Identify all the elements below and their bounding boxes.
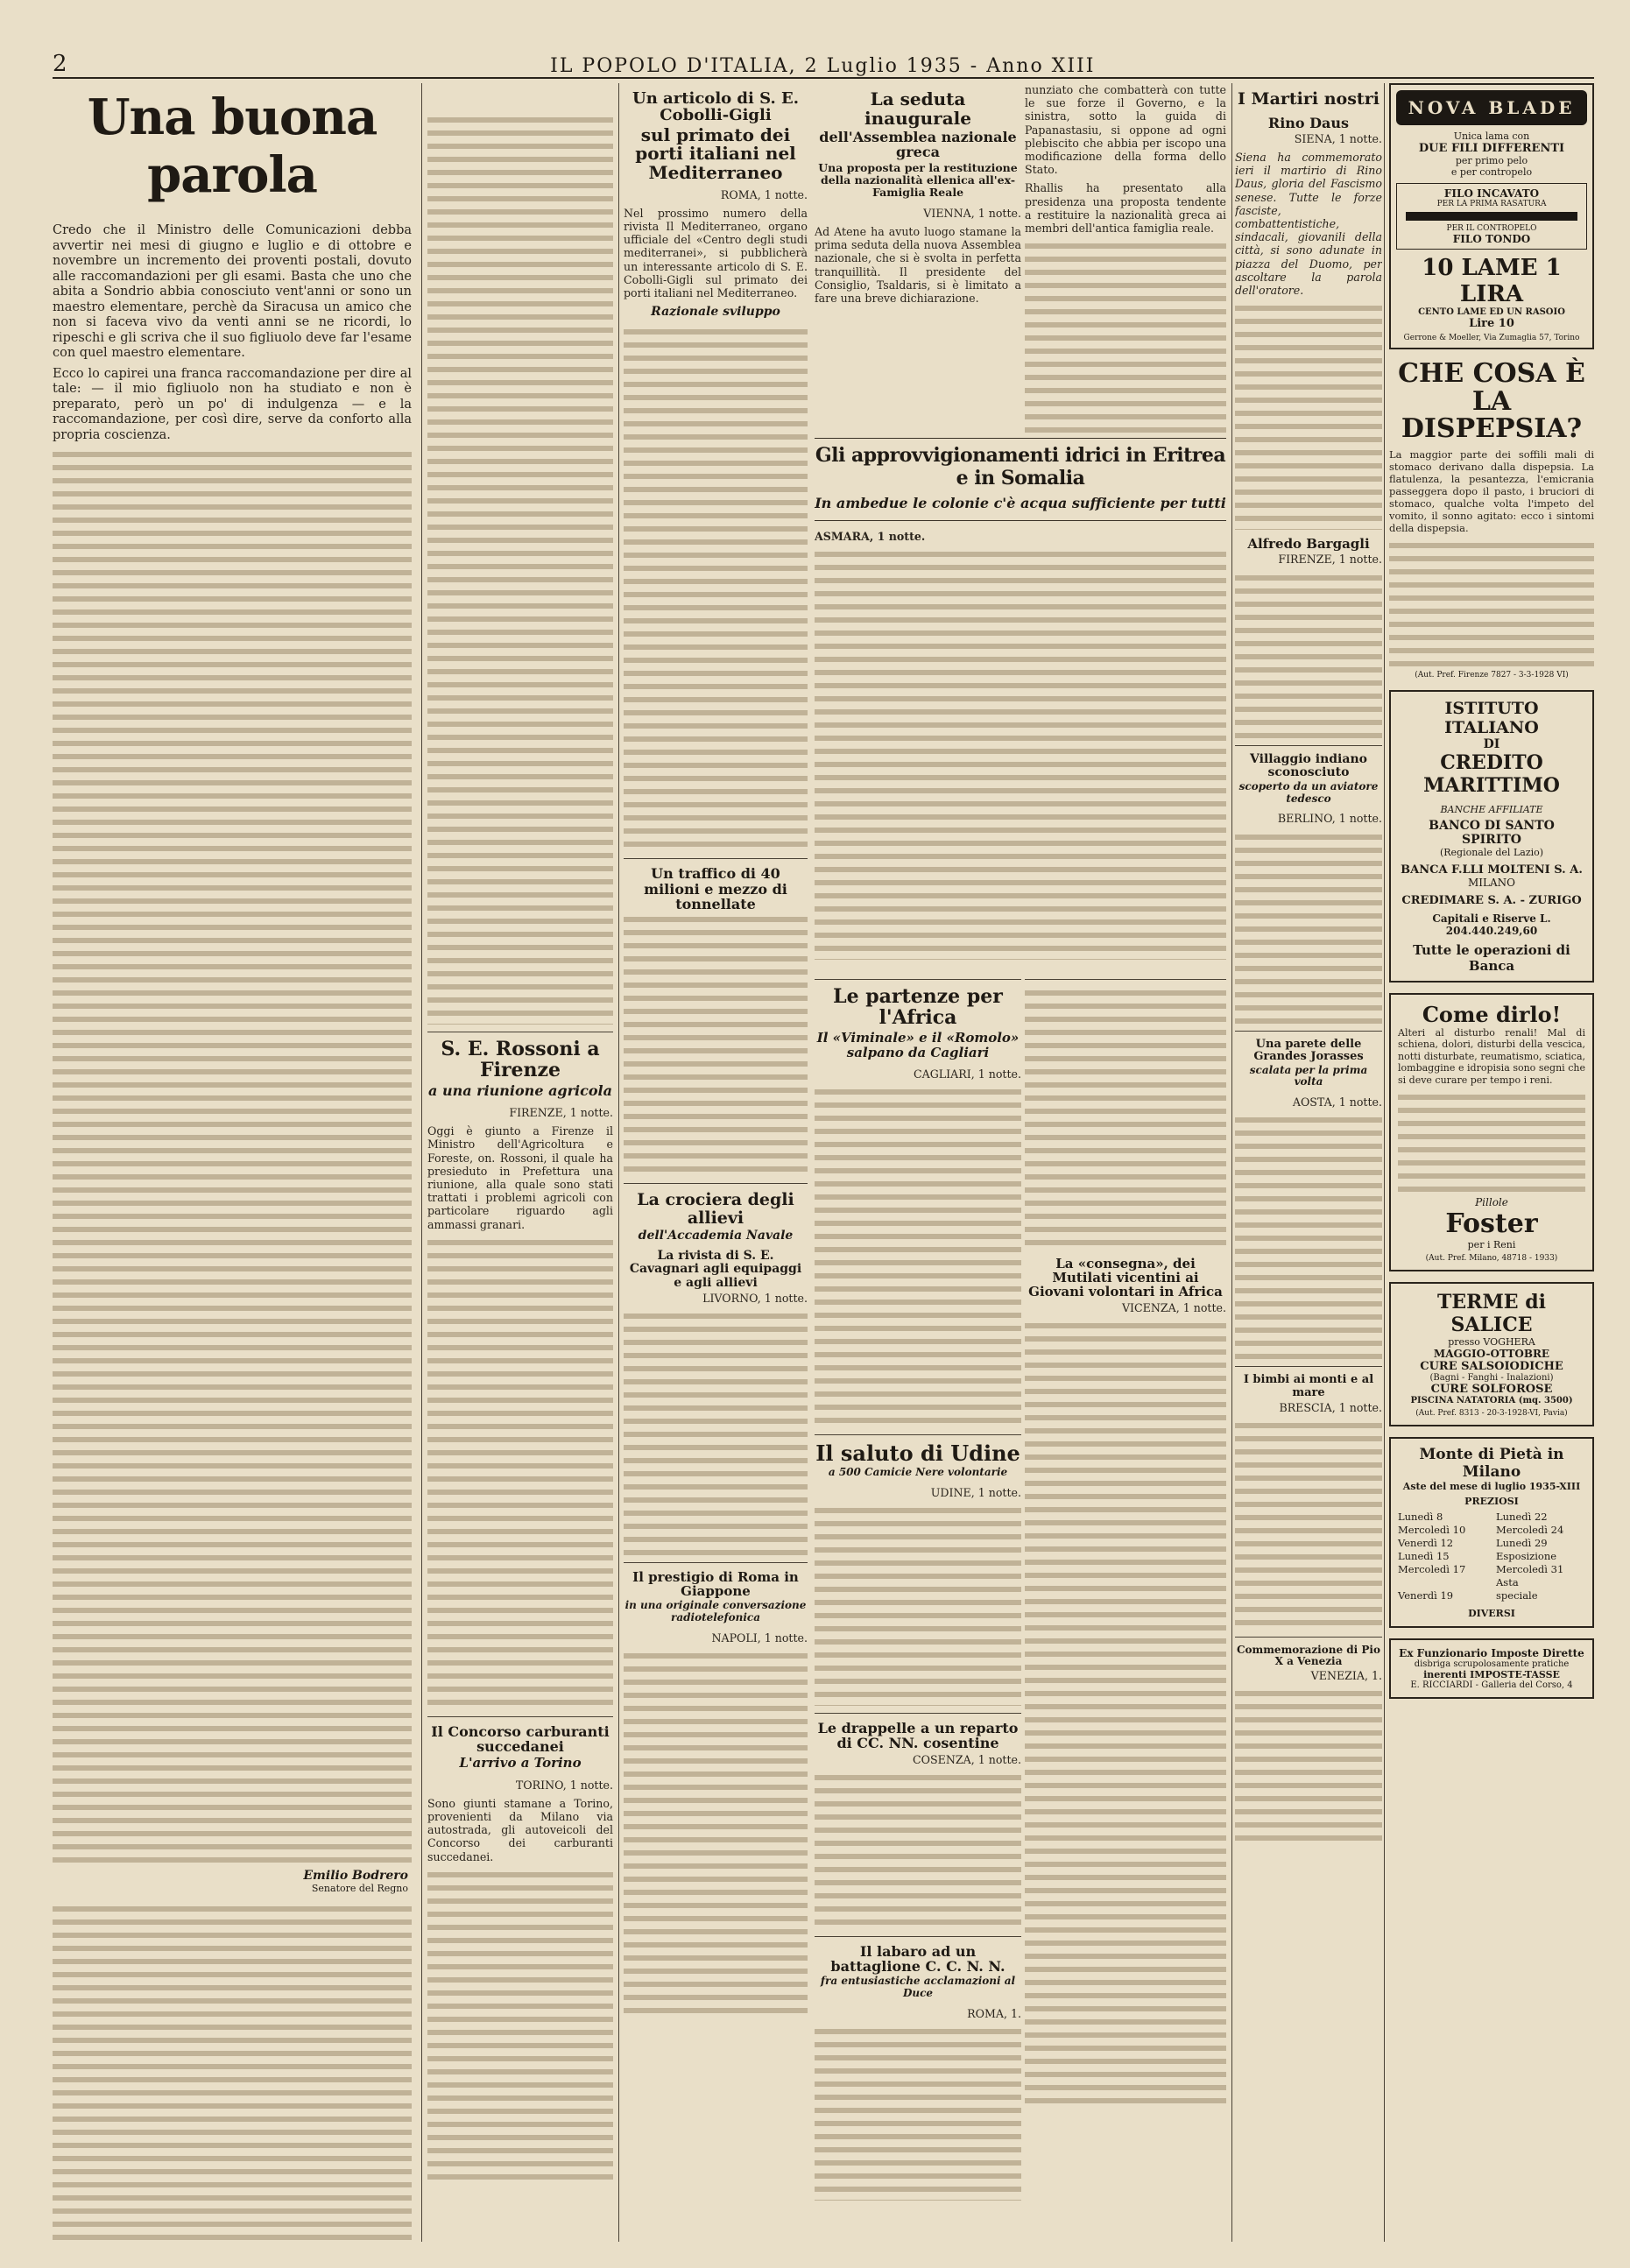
ad-line: BANCA F.LLI MOLTENI S. A. — [1401, 863, 1583, 877]
ad-line: presso VOGHERA — [1448, 1336, 1535, 1348]
ad-foster — [1389, 993, 1594, 1272]
auction-dates — [1398, 1511, 1585, 1602]
article-continuation — [1025, 1320, 1226, 2108]
ad-line: E. RICCIARDI - Galleria del Corso, 4 — [1410, 1680, 1573, 1690]
article-subtitle: fra entusiastiche acclamazioni al Duce — [820, 1975, 1016, 2000]
page-number: 2 — [53, 51, 69, 77]
column-greek-assembly — [815, 83, 1021, 433]
article-title: Il labaro ad un battaglione C. C. N. N. — [830, 1942, 1006, 1976]
auction-date: Venerdì 19 — [1398, 1589, 1454, 1602]
divider — [1235, 1637, 1382, 1638]
ad-line: FILO INCAVATO — [1443, 187, 1540, 200]
article-title: Alfredo Bargagli — [1247, 536, 1370, 553]
article-subtitle: in una originale conversazione radiotelefonica — [624, 1599, 807, 1624]
auction-date: Lunedì 29 — [1496, 1537, 1548, 1549]
ad-title: Monte di Pietà in Milano — [1419, 1446, 1564, 1481]
article-subtitle: dell'Assemblea nazionale greca — [819, 129, 1017, 161]
column-martiri — [1235, 83, 1382, 2242]
ad-title: DI — [1483, 736, 1500, 751]
ad-terme-salice — [1389, 1282, 1594, 1426]
article-continuation — [815, 1504, 1021, 1706]
article-dateline: VIENNA, 1 notte. — [923, 206, 1021, 220]
ad-title: TERME di SALICE — [1437, 1291, 1546, 1336]
divider — [815, 1713, 1021, 1714]
ad-dispepsia — [1389, 360, 1594, 680]
ad-line: Gerrone & Moeller, Via Zumaglia 57, Torino — [1403, 334, 1580, 342]
ad-text: Alteri al disturbo renali! Mal di schiena, dolori, disturbi della vescica, notti disturbate, reumatismo, sciatica, lombaggine e idropisia sono segni che si deve curare per tempo i reni. — [1398, 1026, 1585, 1086]
article-continuation — [1235, 1114, 1382, 1359]
ad-line: Unica lama con — [1453, 130, 1530, 142]
article-title: Il saluto di Udine — [815, 1440, 1020, 1467]
article-continuation — [815, 548, 1226, 960]
column-rule — [421, 83, 422, 2242]
nova-blade-logo: NOVA BLADE — [1396, 90, 1587, 125]
article-title: Le partenze per l'Africa — [833, 985, 1003, 1029]
article-title: Un traffico di 40 milioni e mezzo di tonnellate — [644, 865, 787, 912]
article-continuation — [624, 1310, 808, 1555]
ad-line: DUE FILI DIFFERENTI — [1418, 142, 1565, 155]
auction-date: speciale — [1496, 1589, 1538, 1602]
article-title: La crociera degli allievi — [637, 1190, 794, 1228]
water-supply-body — [815, 530, 1226, 968]
article-continuation — [624, 913, 808, 1176]
auction-date: Mercoledì 31 Asta — [1496, 1563, 1564, 1588]
article-continuation — [815, 1771, 1021, 1929]
article-title: Commemorazione di Pio X a Venezia — [1236, 1643, 1380, 1667]
auction-date: Mercoledì 17 — [1398, 1563, 1466, 1575]
column-cobolli-gigli — [624, 83, 808, 2242]
article-title: S. E. Rossoni a Firenze — [441, 1038, 600, 1081]
article-title: Il Concorso carburanti succedanei — [431, 1722, 610, 1755]
article-dateline: VENEZIA, 1. — [1310, 1668, 1382, 1682]
article-text: Oggi è giunto a Firenze il Ministro dell'Agricoltura e Foreste, on. Rossoni, il quale ha presieduto in Prefettura una riunione, alla quale sono stati trattati i problemi agricoli con particolare riguardo agli ammassi granari. — [427, 1124, 613, 1231]
banner-subtitle: In ambedue le colonie c'è acqua sufficiente per tutti — [815, 495, 1226, 511]
ad-line: DIVERSI — [1468, 1608, 1515, 1619]
article-continuation — [624, 1650, 808, 2018]
auction-date: Lunedì 22 — [1496, 1511, 1548, 1523]
divider — [624, 1183, 808, 1184]
divider — [815, 979, 1021, 980]
ad-line: (Bagni - Fanghi - Inalazioni) — [1429, 1373, 1554, 1383]
column-rossoni — [427, 114, 613, 2242]
article-continuation — [624, 326, 808, 851]
column-ads — [1389, 83, 1594, 2242]
ad-title: Come dirlo! — [1422, 1001, 1562, 1027]
blade-shape — [1406, 212, 1577, 221]
article-text: nunziato che combatterà con tutte le sue forze il Governo, e la sinistra, sotto la guida di Papanastasiu, si oppone ad ogni plebiscito che abbia per iscopo una modificazione della forma dello Stato. — [1025, 83, 1226, 177]
ad-monte-pieta — [1389, 1437, 1594, 1628]
ad-brand: Foster — [1445, 1208, 1538, 1239]
ad-line: PER LA PRIMA RASATURA — [1436, 200, 1547, 208]
ad-line: Lire 10 — [1469, 317, 1514, 330]
article-subtitle: scalata per la prima volta — [1249, 1063, 1368, 1088]
ad-line: CURE SOLFOROSE — [1430, 1383, 1553, 1396]
ad-title: CREDITO MARITTIMO — [1423, 750, 1560, 797]
article-deck: Una proposta per la restituzione della nazionalità ellenica all'ex-Famiglia Reale — [818, 160, 1018, 200]
article-subtitle: dell'Accademia Navale — [638, 1229, 794, 1243]
ad-line: Pillole — [1475, 1196, 1508, 1208]
article-subtitle: a una riunione agricola — [428, 1081, 612, 1099]
article-subtitle: a 500 Camicie Nere volontarie — [828, 1466, 1008, 1479]
ad-line: BANCO DI SANTO SPIRITO — [1429, 818, 1555, 847]
masthead-line: IL POPOLO D'ITALIA, 2 Luglio 1935 - Anno XIII — [550, 55, 1096, 77]
ad-line: CURE SALSOIODICHE — [1420, 1360, 1563, 1373]
article-continuation — [427, 1869, 613, 2184]
page-masthead — [53, 46, 1594, 79]
editorial-continuation — [53, 448, 412, 1867]
article-title: La «consegna», dei Mutilati vicentini ai Giovani volontari in Africa — [1028, 1256, 1223, 1300]
article-subtitle: Rino Daus — [1267, 114, 1350, 131]
ad-line: Aste del mese di luglio 1935-XIII — [1402, 1481, 1581, 1492]
ad-title: CHE COSA È LA DISPEPSIA? — [1398, 358, 1585, 444]
ad-line: PER IL CONTROPELO — [1446, 224, 1537, 233]
auction-date: Lunedì 15 — [1398, 1550, 1450, 1562]
article-dateline: ASMARA, 1 notte. — [815, 530, 926, 543]
ad-text-continuation — [1389, 539, 1594, 671]
article-title: Una parete delle Grandes Jorasses — [1253, 1037, 1364, 1063]
article-title: Le drappelle a un reparto di CC. NN. cosentine — [817, 1720, 1019, 1752]
article-continuation — [1235, 572, 1382, 738]
article-dateline: BERLINO, 1 notte. — [1277, 812, 1382, 826]
ad-line: BANCHE AFFILIATE — [1440, 803, 1543, 815]
ad-nova-blade — [1389, 83, 1594, 349]
column-rule — [618, 83, 619, 2242]
article-subtitle: L'arrivo a Torino — [459, 1755, 582, 1771]
article-continuation — [1025, 240, 1226, 433]
article-dateline: BRESCIA, 1 notte. — [1279, 1400, 1382, 1414]
ad-line: per i Reni — [1467, 1239, 1516, 1250]
water-supply-banner — [815, 438, 1226, 521]
divider — [1235, 745, 1382, 746]
ad-text: La maggior parte dei soffili mali di stomaco derivano dalla dispepsia. La flatulenza, la pesantezza, l'emicrania passeggera dopo il pasto, i bruciori di stomaco, qualche volta l'impeto del vomito, il sonno agitato: ecco i sintomi della dispepsia. — [1389, 447, 1594, 534]
article-title: I Martiri nostri — [1238, 89, 1380, 109]
ad-blade-diagram — [1396, 183, 1587, 250]
ad-line: e per contropelo — [1450, 166, 1533, 178]
article-title: Un articolo di S. E. Cobolli-Gigli — [632, 89, 799, 125]
ad-line: PISCINA NATATORIA (mq. 3500) — [1410, 1396, 1573, 1405]
ad-line: PREZIOSI — [1464, 1496, 1519, 1507]
ad-line: MILANO — [1468, 876, 1515, 889]
article-deck: La rivista di S. E. Cavagnari agli equipaggi e agli allievi — [629, 1249, 802, 1290]
article-subtitle: sul primato dei porti italiani nel Mediterraneo — [635, 123, 796, 184]
ad-funzionario — [1389, 1638, 1594, 1699]
ad-auth: (Aut. Pref. 8313 - 20-3-1928-VI, Pavia) — [1415, 1409, 1568, 1418]
column-africa-departures — [815, 972, 1021, 2242]
article-text: Siena ha commemorato ieri il martirio di Rino Daus, gloria del Fascismo senese. Tutte le forze fasciste, combattentistiche, sindacali, giovanili della città, si sono adunate in piazza del Duomo, per ascoltare la parola dell'oratore. — [1235, 150, 1382, 298]
article-dateline: ROMA, 1 notte. — [720, 187, 808, 201]
article-continuation — [1235, 1419, 1382, 1630]
auction-date: Venerdì 12 — [1398, 1537, 1454, 1549]
ad-line: Capitali e Riserve L. 204.440.249,60 — [1432, 912, 1551, 937]
banner-title: Gli approvvigionamenti idrici in Eritrea e in Somalia — [815, 444, 1226, 490]
ad-line: CREDIMARE S. A. - ZURIGO — [1401, 893, 1582, 907]
article-dateline: AOSTA, 1 notte. — [1292, 1095, 1382, 1109]
article-dateline: FIRENZE, 1 notte. — [509, 1105, 613, 1119]
article-dateline: COSENZA, 1 notte. — [913, 1752, 1021, 1766]
article-dateline: CAGLIARI, 1 notte. — [914, 1067, 1021, 1081]
auction-date: Lunedì 8 — [1398, 1511, 1443, 1523]
column-top-text — [427, 114, 613, 1025]
column-mutilati — [1025, 972, 1226, 2242]
article-dateline: ROMA, 1. — [967, 2006, 1021, 2020]
column-rule — [1231, 83, 1232, 2242]
column-rule — [1384, 83, 1385, 2242]
article-continuation — [1235, 831, 1382, 1024]
article-dateline: NAPOLI, 1 notte. — [711, 1631, 808, 1645]
article-text: Rhallis ha presentato alla presidenza una proposta tendente a restituire la nazionalità greca ai membri dell'antica famiglia reale. — [1025, 181, 1226, 236]
ad-text-continuation — [1398, 1091, 1585, 1196]
divider — [815, 1936, 1021, 1937]
article-dateline: SIENA, 1 notte. — [1294, 131, 1382, 145]
article-title: I bimbi ai monti e al mare — [1243, 1373, 1374, 1399]
column-greek-continuation — [1025, 83, 1226, 433]
ad-title: Ex Funzionario Imposte Dirette — [1399, 1647, 1584, 1659]
ad-line: FILO TONDO — [1452, 233, 1531, 245]
ad-auth: (Aut. Pref. Firenze 7827 - 3-3-1928 VI) — [1415, 670, 1569, 680]
article-text: Ad Atene ha avuto luogo stamane la prima seduta della nuova Assemblea nazionale, che si è svolta in perfetta tranquillità. Il presidente del Consiglio, Tsaldaris, si è limitato a fare una breve dichiarazione. — [815, 225, 1021, 306]
article-continuation — [1235, 302, 1382, 530]
ad-line: (Regionale del Lazio) — [1439, 846, 1544, 858]
ad-title: ISTITUTO ITALIANO — [1444, 698, 1539, 737]
ad-auth: (Aut. Pref. Milano, 48718 - 1933) — [1425, 1254, 1558, 1263]
section-heading: Razionale sviluppo — [651, 305, 780, 320]
article-title: Il prestigio di Roma in Giappone — [632, 1568, 799, 1600]
article-continuation — [815, 1086, 1021, 1427]
article-dateline: UDINE, 1 notte. — [930, 1485, 1021, 1499]
divider — [427, 1716, 613, 1717]
ad-line: per primo pelo — [1455, 155, 1528, 166]
ad-line: inerenti IMPOSTE-TASSE — [1423, 1669, 1560, 1680]
article-dateline: FIRENZE, 1 notte. — [1278, 553, 1382, 567]
divider — [624, 858, 808, 859]
article-continuation — [1235, 1687, 1382, 1845]
ad-line: disbriga scrupolosamente pratiche — [1414, 1659, 1570, 1669]
ad-line: CENTO LAME ED UN RASOIO — [1418, 307, 1565, 317]
auction-date: Mercoledì 10 — [1398, 1524, 1466, 1536]
editorial-paragraph: Ecco lo capirei una franca raccomandazione per dire al tale: — il mio figliuolo non ha studiato e non è preparato, però un po' di indulgenza — e la raccomandazione, per così dire, serve da conforto alla propria coscienza. — [53, 366, 412, 442]
editorial-headline: Una buona parola — [87, 88, 378, 204]
article-dateline: LIVORNO, 1 notte. — [702, 1291, 808, 1305]
auction-date: Esposizione — [1496, 1550, 1557, 1562]
column-editorial — [53, 83, 412, 2242]
article-title: La seduta inaugurale — [864, 88, 971, 129]
article-continuation — [815, 2025, 1021, 2201]
article-dateline: TORINO, 1 notte. — [515, 1778, 613, 1792]
ad-line: Tutte le operazioni di Banca — [1413, 941, 1570, 974]
article-continuation — [427, 1236, 613, 1709]
divider — [1235, 1366, 1382, 1367]
auction-date: Mercoledì 24 — [1496, 1524, 1564, 1536]
divider — [624, 1562, 808, 1563]
article-subtitle: Il «Viminale» e il «Romolo» salpano da Cagliari — [816, 1029, 1020, 1060]
editorial-lower-text — [53, 1903, 412, 2242]
ad-price: 10 LAME 1 LIRA — [1422, 255, 1562, 307]
article-title: Villaggio indiano sconosciuto — [1250, 751, 1367, 779]
editorial-signature-role: Senatore del Regno — [311, 1883, 408, 1894]
divider — [1235, 1031, 1382, 1032]
article-continuation — [1025, 987, 1226, 1250]
article-dateline: VICENZA, 1 notte. — [1121, 1300, 1226, 1314]
editorial-signature: Emilio Bodrero — [303, 1869, 408, 1883]
ad-credito-marittimo — [1389, 690, 1594, 983]
editorial-paragraph: Credo che il Ministro delle Comunicazioni debba avvertir nei mesi di giugno e luglio e di ottobre e novembre un incremento dei proventi postali, dovuto alle raccomandazioni per gli esami. Basta che uno che abita a Sondrio abbia conosciuto vent'anni or sono un maestro elementare, perchè da Siracusa un amico che non si faceva vivo da venti anni se ne ricordi, lo ripeschi e gli scriva che il suo figliuolo deve far l'esame con quel maestro elementare. — [53, 223, 412, 360]
article-text: Sono giunti stamane a Torino, provenienti da Milano via autostrada, gli autoveicoli del Concorso dei carburanti succedanei. — [427, 1796, 613, 1863]
article-subtitle: scoperto da un aviatore tedesco — [1238, 779, 1379, 805]
divider — [1025, 979, 1226, 980]
divider — [815, 1434, 1021, 1435]
article-text: Nel prossimo numero della rivista Il Mediterraneo, organo ufficiale del «Centro degli studi mediterranei», si pubblicherà un interessante articolo di S. E. Cobolli-Gigli sul primato dei porti italiani nel Mediterraneo. — [624, 206, 808, 300]
ad-line: MAGGIO-OTTOBRE — [1433, 1348, 1550, 1360]
